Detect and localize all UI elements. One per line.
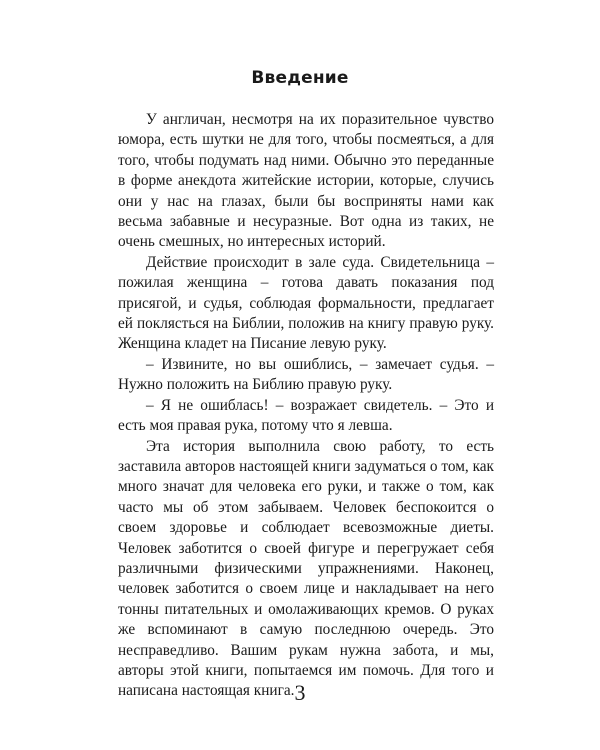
paragraph-1: У англичан, несмотря на их поразительное чувство юмора, есть шутки не для того, чтобы посмеяться, а для того, чтобы подумать над ними. Обычно это переданные в форме анекдота житейские истории, которые, случись они у нас на глазах, были бы восприняты нами как весьма забавные и несуразные. Вот одна из таких, не очень смешных, но интересных историй. (118, 111, 494, 251)
paragraph-3: – Извините, но вы ошиблись, – замечает судья. – Нужно положить на Библию правую руку. (118, 355, 494, 394)
paragraph-2: Действие происходит в зале суда. Свидетельница – пожилая женщина – готова давать показания под присягой, и судья, соблюдая формальности, предлагает ей поклясться на Библии, положив на книгу правую руку. Женщина кладет на Писание левую руку. (118, 253, 494, 353)
paragraph-5: Эта история выполнила свою работу, то есть заставила авторов настоящей книги задуматься о том, как много значат для человека его руки, и также о том, как часто мы об этом забываем. Человек беспокоится о своем здоровье и соблюдает всевозможные диеты. Человек заботится о своей фигуре и перегружает себя различными физическими упражнениями. Наконец, человек заботится о своем лице и накладывает на него тонны питательных и омолаживающих кремов. О руках же вспоминают в самую последнюю очередь. Это несправедливо. Вашим рукам нужна забота, и мы, авторы этой книги, попытаемся им помочь. Для того и написана настоящая книга. (118, 437, 494, 700)
chapter-title: Введение (251, 68, 349, 88)
chapter-body (118, 110, 494, 702)
paragraph-4: – Я не ошиблась! – возражает свидетель. – Это и есть моя правая рука, потому что я левша. (118, 396, 494, 435)
page-number: 3 (294, 680, 306, 705)
